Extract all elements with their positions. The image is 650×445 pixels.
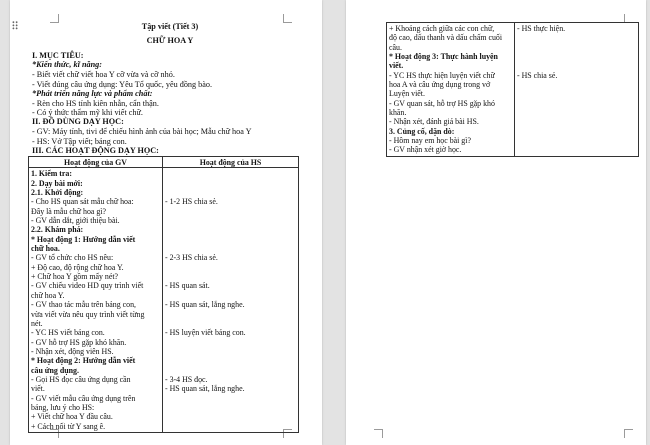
cell-line: 3. Củng cố, dặn dò:: [389, 126, 455, 136]
materials-line: - GV: Máy tính, tivi để chiếu hình ảnh của bài học; Mẫu chữ hoa Y: [32, 127, 252, 136]
cell-line: [165, 366, 296, 375]
cell-line: bảng, lưu ý cho HS:: [31, 402, 95, 412]
cell-line: vừa viết vừa nêu quy trình viết từng: [31, 309, 145, 319]
competence-heading: *Phát triển năng lực và phẩm chất:: [32, 89, 153, 98]
cell-line: - Nhận xét, động viên HS.: [31, 346, 114, 356]
cell-line: [165, 188, 296, 197]
competence-line: - Rèn cho HS tính kiên nhẫn, cẩn thận.: [32, 99, 159, 108]
teacher-activity-cell: [387, 23, 515, 157]
cell-line: [165, 319, 296, 328]
cell-line: - GV dẫn dắt, giới thiệu bài.: [31, 216, 120, 226]
section-activities: III. CÁC HOẠT ĐỘNG DẠY HỌC:: [32, 146, 159, 155]
cell-line: - Cho HS quan sát mẫu chữ hoa:: [31, 197, 134, 207]
cell-line: [165, 356, 296, 365]
cell-line: [517, 136, 636, 145]
header-students: Hoạt động của HS: [163, 157, 299, 168]
cell-line: [517, 43, 636, 52]
cell-line: 1. Kiểm tra:: [31, 169, 72, 179]
cell-line: câu.: [389, 42, 402, 52]
cell-line: - 2-3 HS chia sẻ.: [165, 253, 218, 263]
cell-line: [517, 145, 636, 154]
cell-line: [517, 33, 636, 42]
cell-line: Đây là mẫu chữ hoa gì?: [31, 206, 107, 216]
cell-line: độ cao, dấu thanh và dấu chấm cuối: [389, 33, 503, 43]
cell-line: [165, 225, 296, 234]
cell-line: - GV viết mẫu câu ứng dụng trên: [31, 393, 136, 403]
cell-line: [165, 263, 296, 272]
cell-line: - GV quan sát, hỗ trợ HS gặp khó: [389, 98, 495, 108]
competence-line: - Có ý thức thẩm mỹ khi viết chữ.: [32, 108, 143, 117]
cell-line: [165, 207, 296, 216]
cell-line: + Viết chữ hoa Y đầu câu.: [31, 412, 113, 422]
cell-line: - HS luyện viết bảng con.: [165, 328, 246, 338]
cell-line: chữ hoa Y.: [31, 290, 65, 300]
cell-line: [165, 216, 296, 225]
cell-line: Luyện viết.: [389, 89, 425, 99]
cell-line: [517, 117, 636, 126]
cell-line: câu ứng dụng.: [31, 365, 79, 375]
cell-line: + Chữ hoa Y gồm mấy nét?: [31, 272, 119, 282]
student-activity-cell: [515, 23, 639, 157]
cell-line: [165, 422, 296, 431]
cell-line: - YC HS viết bảng con.: [31, 328, 105, 338]
cell-line: - HS thực hiện.: [517, 24, 566, 33]
cell-line: [517, 52, 636, 61]
cell-line: [165, 179, 296, 188]
cell-line: - GV hỗ trợ HS gặp khó khăn.: [31, 337, 127, 347]
drag-handle-icon[interactable]: ⠿: [11, 21, 19, 33]
cell-line: + Độ cao, độ rộng chữ hoa Y.: [31, 262, 124, 272]
cell-line: [165, 235, 296, 244]
cell-line: [517, 108, 636, 117]
activities-table-continued: [386, 22, 639, 157]
cell-line: khăn.: [389, 108, 407, 118]
margin-corner-mark: [624, 429, 633, 438]
section-objectives: I. MỤC TIÊU:: [32, 51, 84, 60]
cell-line: - HS chia sẻ.: [517, 70, 558, 80]
document-page-2: [346, 0, 646, 445]
knowledge-line: - Biết viết chữ viết hoa Y cỡ vừa và cỡ nhỏ.: [32, 70, 175, 79]
cell-line: - YC HS thực hiện luyện viết chữ: [389, 70, 495, 80]
cell-line: [517, 61, 636, 70]
header-teacher: Hoạt động của GV: [29, 157, 163, 168]
cell-line: - 1-2 HS chia sẻ.: [165, 197, 218, 207]
cell-line: chữ hoa.: [31, 244, 60, 254]
cell-line: 2.1. Khởi động:: [31, 188, 84, 198]
cell-line: - GV nhận xét giờ học.: [389, 145, 462, 155]
table-row: [29, 168, 299, 433]
cell-line: * Hoạt động 3: Thực hành luyện: [389, 52, 498, 62]
lesson-title: Tập viết (Tiết 3): [141, 22, 199, 31]
cell-line: - Gọi HS đọc câu ứng dụng cần: [31, 374, 131, 384]
cell-line: [517, 89, 636, 98]
cell-line: * Hoạt động 1: Hướng dẫn viết: [31, 234, 136, 244]
cell-line: 2.2. Khám phá:: [31, 225, 84, 235]
cell-line: [165, 347, 296, 356]
cell-line: * Hoạt động 2: Hướng dẫn viết: [31, 356, 136, 366]
cell-line: - 3-4 HS đọc.: [165, 374, 208, 384]
cell-line: [165, 394, 296, 403]
cell-line: [517, 127, 636, 136]
activities-table: [28, 156, 299, 433]
lesson-subtitle: CHỮ HOA Y: [146, 36, 194, 45]
cell-line: [165, 338, 296, 347]
teacher-activity-cell: [29, 168, 163, 433]
cell-line: + Cách nối từ Y sang ê.: [31, 421, 106, 431]
knowledge-line: - Viết đúng câu ứng dụng: Yêu Tổ quốc, yêu đồng bào.: [32, 80, 213, 89]
cell-line: - GV tổ chức cho HS nêu:: [31, 253, 114, 263]
student-activity-cell: [163, 168, 299, 433]
cell-line: - Nhận xét, đánh giá bài HS.: [389, 117, 479, 127]
margin-corner-mark: [374, 429, 383, 438]
cell-line: + Khoảng cách giữa các con chữ,: [389, 24, 495, 33]
cell-line: [165, 272, 296, 281]
cell-line: viết.: [389, 61, 404, 71]
table-header-row: [29, 157, 299, 168]
cell-line: [165, 169, 296, 178]
cell-line: - HS quan sát, lắng nghe.: [165, 384, 245, 394]
cell-line: hoa A và câu ứng dụng trong vở: [389, 80, 491, 90]
document-page-1: [10, 0, 322, 445]
section-materials: II. ĐỒ DÙNG DẠY HỌC:: [32, 117, 124, 126]
cell-line: - HS quan sát.: [165, 281, 210, 291]
cell-line: [165, 412, 296, 421]
cell-line: 2. Dạy bài mới:: [31, 178, 83, 188]
cell-line: - GV chiếu video HD quy trình viết: [31, 281, 144, 291]
cell-line: [517, 80, 636, 89]
materials-line: - HS: Vở Tập viết; bảng con.: [32, 137, 127, 146]
cell-line: - GV thao tác mẫu trên bảng con,: [31, 300, 137, 310]
cell-line: [165, 403, 296, 412]
cell-line: [165, 310, 296, 319]
cell-line: [517, 99, 636, 108]
knowledge-heading: *Kiến thức, kĩ năng:: [32, 60, 102, 69]
cell-line: viết.: [31, 384, 45, 394]
table-row: [387, 23, 639, 157]
cell-line: - HS quan sát, lắng nghe.: [165, 300, 245, 310]
cell-line: - Hôm nay em học bài gì?: [389, 136, 471, 146]
cell-line: [165, 244, 296, 253]
cell-line: [165, 291, 296, 300]
cell-line: nét.: [31, 318, 43, 328]
